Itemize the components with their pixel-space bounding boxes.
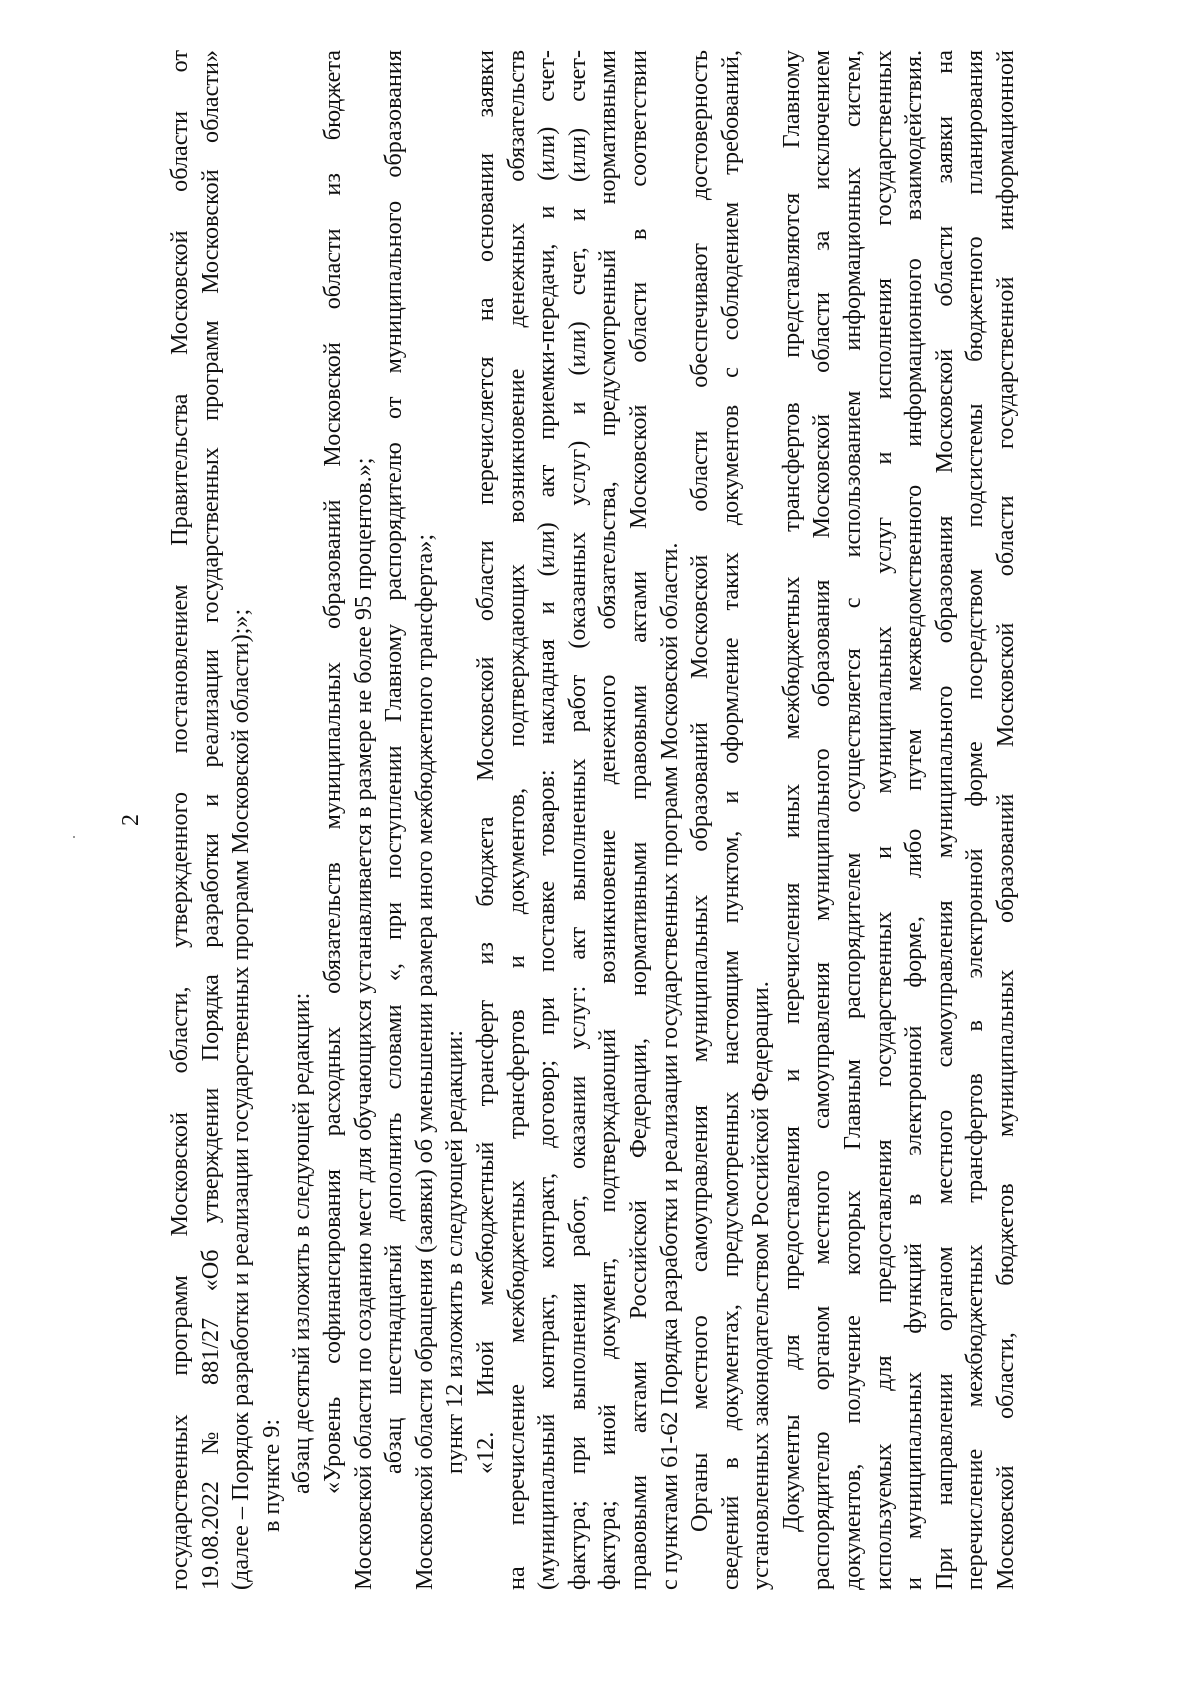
- text-line: установленных законодательством Российской Федерации.: [747, 981, 775, 1590]
- text-line: Московской области обращения (заявки) об уменьшении размера иного межбюджетного трансферта»;: [410, 533, 438, 1590]
- scan-speck: [73, 836, 75, 838]
- text-line: Московской области по созданию мест для обучающихся устанавливается в размере не более 95 процентов.»;: [349, 457, 377, 1590]
- document-body: [165, 50, 1022, 1590]
- text-line: сведений в документах, предусмотренных настоящим пунктом, и оформление таких документов с соблюдением требований,: [716, 50, 744, 1590]
- text-line: абзац десятый изложить в следующей редакции:: [288, 992, 316, 1494]
- text-line: правовыми актами Российской Федерации, нормативными правовыми актами Московской области в соответствии: [624, 50, 652, 1590]
- text-line: распорядителю органом местного самоуправления муниципального образования Московской области за исключением: [808, 50, 836, 1590]
- text-line: Московской области, бюджетов муниципальных образований Московской области государственной информационной: [992, 50, 1020, 1590]
- text-line: 19.08.2022 № 881/27 «Об утверждении Порядка разработки и реализации государственных программ Московской области»: [196, 50, 224, 1590]
- text-line: «Уровень софинансирования расходных обязательств муниципальных образований Московской области из бюджета: [318, 50, 346, 1494]
- text-line: государственных программ Московской области, утвержденного постановлением Правительства Московской области от: [166, 50, 193, 1590]
- text-line: на перечисление межбюджетных трансфертов и документов, подтверждающих возникновение денежных обязательств: [502, 50, 530, 1590]
- text-line: документов, получение которых Главным распорядителем осуществляется с использованием информационных систем,: [839, 50, 867, 1590]
- text-line: Органы местного самоуправления муниципальных образований Московской области обеспечивают достоверность: [686, 50, 714, 1532]
- text-line: (далее – Порядок разработки и реализации государственных программ Московской области);»;: [227, 608, 255, 1590]
- document-page: [118, 50, 1065, 1590]
- text-line: При направлении органом местного самоуправления муниципального образования Московской области заявки на: [930, 50, 958, 1590]
- text-line: абзац шестнадцатый дополнить словами «, при поступлении Главному распорядителю от муниципального образования: [380, 50, 408, 1474]
- text-line: пункт 12 изложить в следующей редакции:: [441, 1030, 469, 1474]
- text-line: перечисление межбюджетных трансфертов в электронной форме посредством подсистемы бюджетного планирования: [961, 50, 989, 1590]
- text-line: Документы для предоставления и перечисления иных межбюджетных трансфертов представляются Главному: [777, 50, 805, 1532]
- text-line: используемых для предоставления государственных и муниципальных услуг и исполнения государственных: [869, 50, 897, 1590]
- page-number: 2: [118, 814, 144, 826]
- text-line: фактура; при выполнении работ, оказании услуг: акт выполненных работ (оказанных услуг) и (или) счет, и (или) счет-: [563, 50, 591, 1590]
- text-line: и муниципальных функций в электронной форме, либо путем межведомственного информационного взаимодействия.: [900, 50, 928, 1590]
- text-line: в пункте 9:: [257, 1418, 285, 1532]
- text-line: фактура; иной документ, подтверждающий возникновение денежного обязательства, предусмотренный нормативными: [594, 50, 622, 1590]
- text-line: (муниципальный контракт, контракт, договор; при поставке товаров: накладная и (или) акт приемки-передачи, и (или) счет-: [533, 50, 561, 1590]
- text-line: «12. Иной межбюджетный трансферт из бюджета Московской области перечисляется на основании заявки: [471, 50, 499, 1474]
- text-line: с пунктами 61-62 Порядка разработки и реализации государственных программ Московской области.: [655, 542, 683, 1590]
